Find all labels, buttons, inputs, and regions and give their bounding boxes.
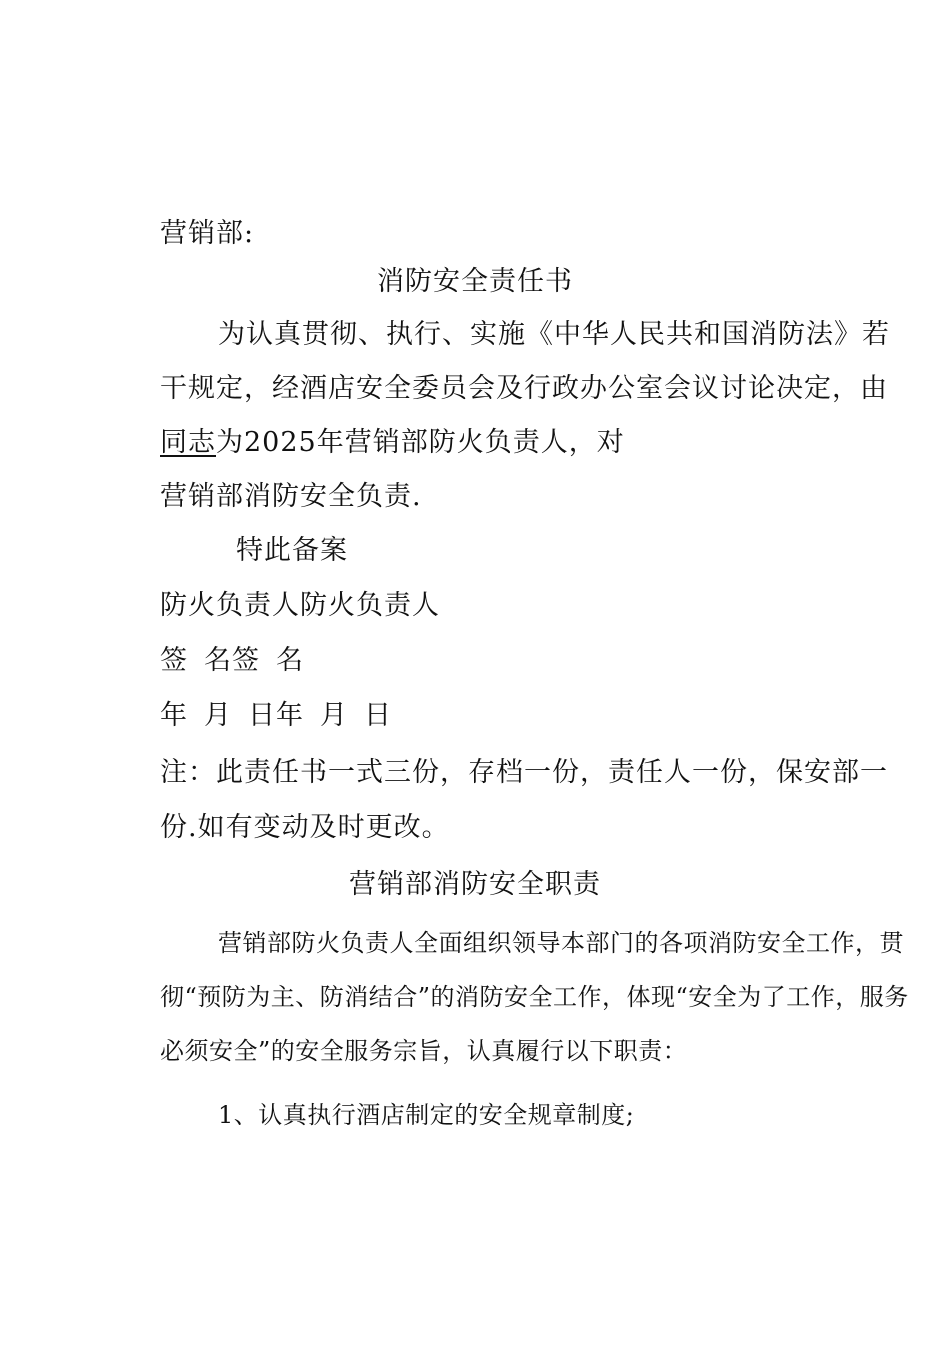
para2-line2: 彻“预防为主、防消结合”的消防安全工作，体现“安全为了工作，服务	[160, 983, 909, 1011]
responsible-row	[160, 588, 440, 624]
date-a-month: 月	[204, 700, 232, 731]
sign-b1: 签	[232, 645, 260, 676]
para2-line1: 营销部防火负责人全面组织领导本部门的各项消防安全工作，贯	[218, 929, 904, 957]
blank-name-underlined: 同志	[160, 427, 216, 458]
note-line1: 注：此责任书一式三份，存档一份，责任人一份，保安部一	[160, 757, 888, 788]
sign-a1: 签	[160, 645, 188, 676]
sign-b2: 名	[276, 645, 304, 676]
para1-line3-rest: 为2025年营销部防火负责人，对	[216, 427, 625, 458]
sign-a2: 名	[204, 645, 232, 676]
para1-line3	[160, 425, 625, 461]
record-text: 特此备案	[236, 535, 348, 566]
date-b-day: 日	[364, 700, 392, 731]
document-title: 消防安全责任书	[377, 266, 573, 297]
date-b-year: 年	[276, 700, 304, 731]
para2-line3: 必须安全”的安全服务宗旨，认真履行以下职责：	[160, 1037, 688, 1065]
para1-line1: 为认真贯彻、执行、实施《中华人民共和国消防法》若	[218, 319, 890, 350]
para1-line2: 干规定，经酒店安全委员会及行政办公室会议讨论决定，由	[160, 373, 888, 404]
date-a-year: 年	[160, 700, 188, 731]
date-row	[160, 698, 392, 734]
date-a-day: 日	[248, 700, 276, 731]
date-b-month: 月	[320, 700, 348, 731]
duty-item-1: 1、认真执行酒店制定的安全规章制度;	[218, 1101, 635, 1129]
section-title: 营销部消防安全职责	[349, 869, 601, 900]
para1-line4: 营销部消防安全负责.	[160, 481, 422, 512]
addressee: 营销部:	[160, 218, 255, 249]
sign-row	[160, 643, 304, 679]
responsible-a: 防火负责人	[160, 590, 300, 621]
note-line2: 份.如有变动及时更改。	[160, 812, 450, 843]
responsible-b: 防火负责人	[300, 590, 440, 621]
